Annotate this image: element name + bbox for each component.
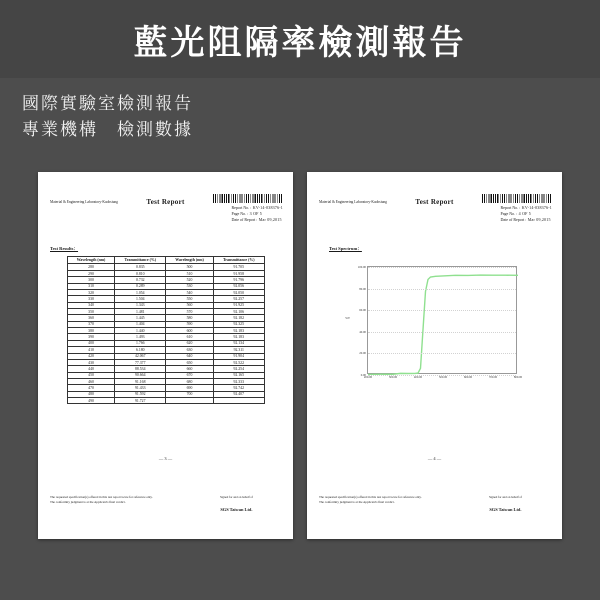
table-header-row (68, 257, 265, 264)
table-cell: 660 (166, 366, 213, 372)
table-cell: 280 (68, 264, 115, 270)
table-cell: 92.257 (213, 296, 264, 302)
table-cell: 92.522 (213, 359, 264, 365)
report-page-3[interactable] (38, 172, 293, 539)
header-banner (0, 0, 600, 78)
table-cell: 560 (166, 302, 213, 308)
table-cell: 92.183 (213, 328, 264, 334)
table-cell: 1.504 (115, 296, 166, 302)
date-of-report-label: Date of Report (500, 217, 525, 223)
table-cell: 92.742 (213, 385, 264, 391)
report-no-label: Report No. (500, 205, 519, 210)
table-cell: 350 (68, 308, 115, 314)
table-cell: 92.182 (213, 315, 264, 321)
table-cell: 92.183 (213, 334, 264, 340)
footer-disclaimer (50, 495, 185, 504)
table-cell: 91.925 (213, 302, 264, 308)
table-cell: 1.404 (115, 321, 166, 327)
barcode-icon (482, 194, 552, 203)
chart-y-tick: 0.00 (360, 373, 366, 377)
report-title: Test Report (415, 198, 454, 206)
signing-organization: SGS Taiwan Ltd. (489, 506, 522, 512)
footer-signature (190, 495, 283, 513)
table-cell: 620 (166, 340, 213, 346)
report-no-value: : KV-14-038376-1 (519, 205, 552, 210)
table-column-header-2: Wavelength (nm) (166, 257, 213, 264)
table-cell: 1.343 (115, 302, 166, 308)
table-cell: 340 (68, 302, 115, 308)
table-cell: 460 (68, 378, 115, 384)
chart-y-tick: 20.00 (359, 351, 366, 356)
report-no-value: : KV-14-038376-1 (250, 205, 283, 210)
table-cell: 92.407 (213, 391, 264, 397)
table-cell: 1.445 (115, 315, 166, 321)
table-cell: 580 (166, 315, 213, 321)
table-cell: 520 (166, 277, 213, 283)
table-cell: 1.766 (115, 340, 166, 346)
test-spectrum-label: Test Spectrum： (329, 246, 362, 251)
table-cell: 470 (68, 385, 115, 391)
chart-x-tick: 500.00 (438, 375, 448, 379)
table-cell: 590 (166, 321, 213, 327)
table-cell: 370 (68, 321, 115, 327)
report-footer (319, 495, 552, 513)
disclaimer-line-1: The requested specification(s) offered in this test report is/are for reference only. (50, 495, 153, 500)
table-cell: 650 (166, 359, 213, 365)
table-cell: 380 (68, 328, 115, 334)
table-cell: 1.493 (115, 334, 166, 340)
disclaimer-line-2: The conformity judgment is at the Applicant's final verdict. (319, 499, 395, 504)
date-of-report-label: Date of Report (231, 217, 256, 223)
table-cell: 440 (68, 366, 115, 372)
chart-x-tick: 700.00 (488, 375, 498, 379)
report-footer (50, 495, 283, 513)
table-cell: 300 (68, 277, 115, 283)
page-marker: — 3 — (158, 456, 173, 461)
table-cell: 92.106 (213, 308, 264, 314)
table-cell: 360 (68, 315, 115, 321)
chart-y-tick: 100.00 (357, 265, 366, 269)
laboratory-name: Material & Engineering Laboratory-Kaohsiung (50, 200, 118, 204)
report-page-4[interactable] (307, 172, 562, 539)
table-cell: 91.168 (115, 378, 166, 384)
disclaimer-line-1: The requested specification(s) offered in this test report is/are for reference only. (319, 495, 422, 500)
table-cell: 92.333 (213, 378, 264, 384)
table-column-header-0: Wavelength (nm) (68, 257, 115, 264)
table-cell: 91.796 (213, 277, 264, 283)
test-results-table (67, 256, 265, 404)
chart-x-tick: 300.00 (388, 375, 398, 379)
table-cell: 92.254 (213, 366, 264, 372)
table-cell: 420 (68, 353, 115, 359)
spectrum-line (368, 267, 518, 375)
chart-x-tick: 200.00 (363, 375, 373, 379)
signed-for-label: Signed for and on behalf of (219, 495, 253, 500)
table-cell: 42.067 (115, 353, 166, 359)
report-meta (232, 205, 284, 224)
table-cell: 0.810 (115, 270, 166, 276)
table-cell: 550 (166, 296, 213, 302)
signing-organization: SGS Taiwan Ltd. (220, 506, 253, 512)
table-cell: 92.311 (213, 347, 264, 353)
table-cell: 670 (166, 372, 213, 378)
table-cell: 92.165 (213, 372, 264, 378)
page-no-label: Page No. (231, 211, 247, 217)
table-cell: 630 (166, 347, 213, 353)
table-cell: 91.705 (213, 264, 264, 270)
footer-disclaimer (319, 495, 454, 504)
barcode-icon (213, 194, 283, 203)
table-cell: 490 (68, 398, 115, 404)
table-cell: 92.134 (213, 340, 264, 346)
table-cell: 400 (68, 340, 115, 346)
table-cell: 290 (68, 270, 115, 276)
page-title: 藍光阻隔率檢測報告 (133, 22, 467, 63)
table-cell: 92.325 (213, 321, 264, 327)
table-cell (166, 398, 213, 404)
table-cell: 320 (68, 289, 115, 295)
report-title: Test Report (146, 198, 185, 206)
subtitle-block (22, 92, 193, 143)
table-cell: 700 (166, 391, 213, 397)
table-cell: 610 (166, 334, 213, 340)
chart-y-tick: 40.00 (359, 329, 366, 334)
table-cell: 570 (166, 308, 213, 314)
table-cell: 0.732 (115, 277, 166, 283)
table-cell: 0.289 (115, 283, 166, 289)
table-cell: 92.050 (213, 289, 264, 295)
test-results-table-wrap (67, 256, 265, 404)
chart-gridline (368, 289, 516, 290)
chart-x-tick: 800.00 (513, 375, 523, 379)
table-cell: 310 (68, 283, 115, 289)
spectrum-chart (343, 260, 529, 392)
y-axis-title: %T (345, 316, 351, 320)
date-of-report-value: : Mar 09,2015 (256, 217, 282, 223)
page-no-label: Page No. (500, 211, 516, 217)
table-cell: 690 (166, 385, 213, 391)
table-cell: 91.727 (115, 398, 166, 404)
table-cell: 600 (166, 328, 213, 334)
table-cell: 6.180 (115, 347, 166, 353)
table-cell: 430 (68, 359, 115, 365)
table-cell: 1.054 (115, 289, 166, 295)
subtitle-line-1: 國際實驗室檢測報告 (22, 94, 193, 114)
table-cell: 450 (68, 372, 115, 378)
disclaimer-line-2: The conformity judgment is at the Applicant's final verdict. (50, 499, 126, 504)
table-cell: 91.958 (213, 270, 264, 276)
table-column-header-3: Transmittance (%) (213, 257, 264, 264)
chart-y-tick: 80.00 (359, 286, 366, 291)
subtitle-line-2: 專業機構 檢測數據 (22, 119, 193, 140)
chart-x-tick: 600.00 (463, 375, 473, 379)
date-of-report-value: : Mar 09,2015 (525, 217, 551, 223)
table-cell: 88.534 (115, 366, 166, 372)
table-cell: 91.904 (213, 353, 264, 359)
report-no-label: Report No. (231, 205, 250, 210)
chart-plot-area (357, 265, 523, 379)
table-cell: 330 (68, 296, 115, 302)
chart-gridline (368, 332, 516, 333)
table-cell: 90.664 (115, 372, 166, 378)
table-cell: 92.056 (213, 283, 264, 289)
table-cell: 1.481 (115, 308, 166, 314)
table-cell: 390 (68, 334, 115, 340)
table-cell: 680 (166, 378, 213, 384)
page-no-value: : 4 OF 5 (516, 211, 531, 217)
table-cell: 91.433 (115, 385, 166, 391)
chart-gridline (368, 267, 516, 268)
page-no-value: : 3 OF 5 (247, 211, 262, 217)
table-cell: 91.592 (115, 391, 166, 397)
report-meta (501, 205, 553, 224)
signed-for-label: Signed for and on behalf of (488, 495, 522, 500)
table-cell: 1.440 (115, 328, 166, 334)
table-column-header-1: Transmittance (%) (115, 257, 166, 264)
chart-y-tick: 60.00 (359, 308, 366, 313)
table-row (68, 398, 265, 404)
table-cell (213, 398, 264, 404)
chart-gridline (368, 353, 516, 354)
table-cell: 640 (166, 353, 213, 359)
laboratory-name: Material & Engineering Laboratory-Kaohsiung (319, 200, 387, 204)
table-cell: 510 (166, 270, 213, 276)
chart-gridline (368, 310, 516, 311)
table-cell: 410 (68, 347, 115, 353)
chart-x-tick: 400.00 (413, 375, 423, 379)
footer-signature (459, 495, 552, 513)
table-cell: 0.835 (115, 264, 166, 270)
documents-area (0, 172, 600, 562)
table-cell: 77.377 (115, 359, 166, 365)
table-cell: 530 (166, 283, 213, 289)
table-cell: 500 (166, 264, 213, 270)
table-cell: 480 (68, 391, 115, 397)
table-cell: 540 (166, 289, 213, 295)
page-marker: — 4 — (427, 456, 442, 461)
test-results-label: Test Results： (50, 246, 79, 251)
